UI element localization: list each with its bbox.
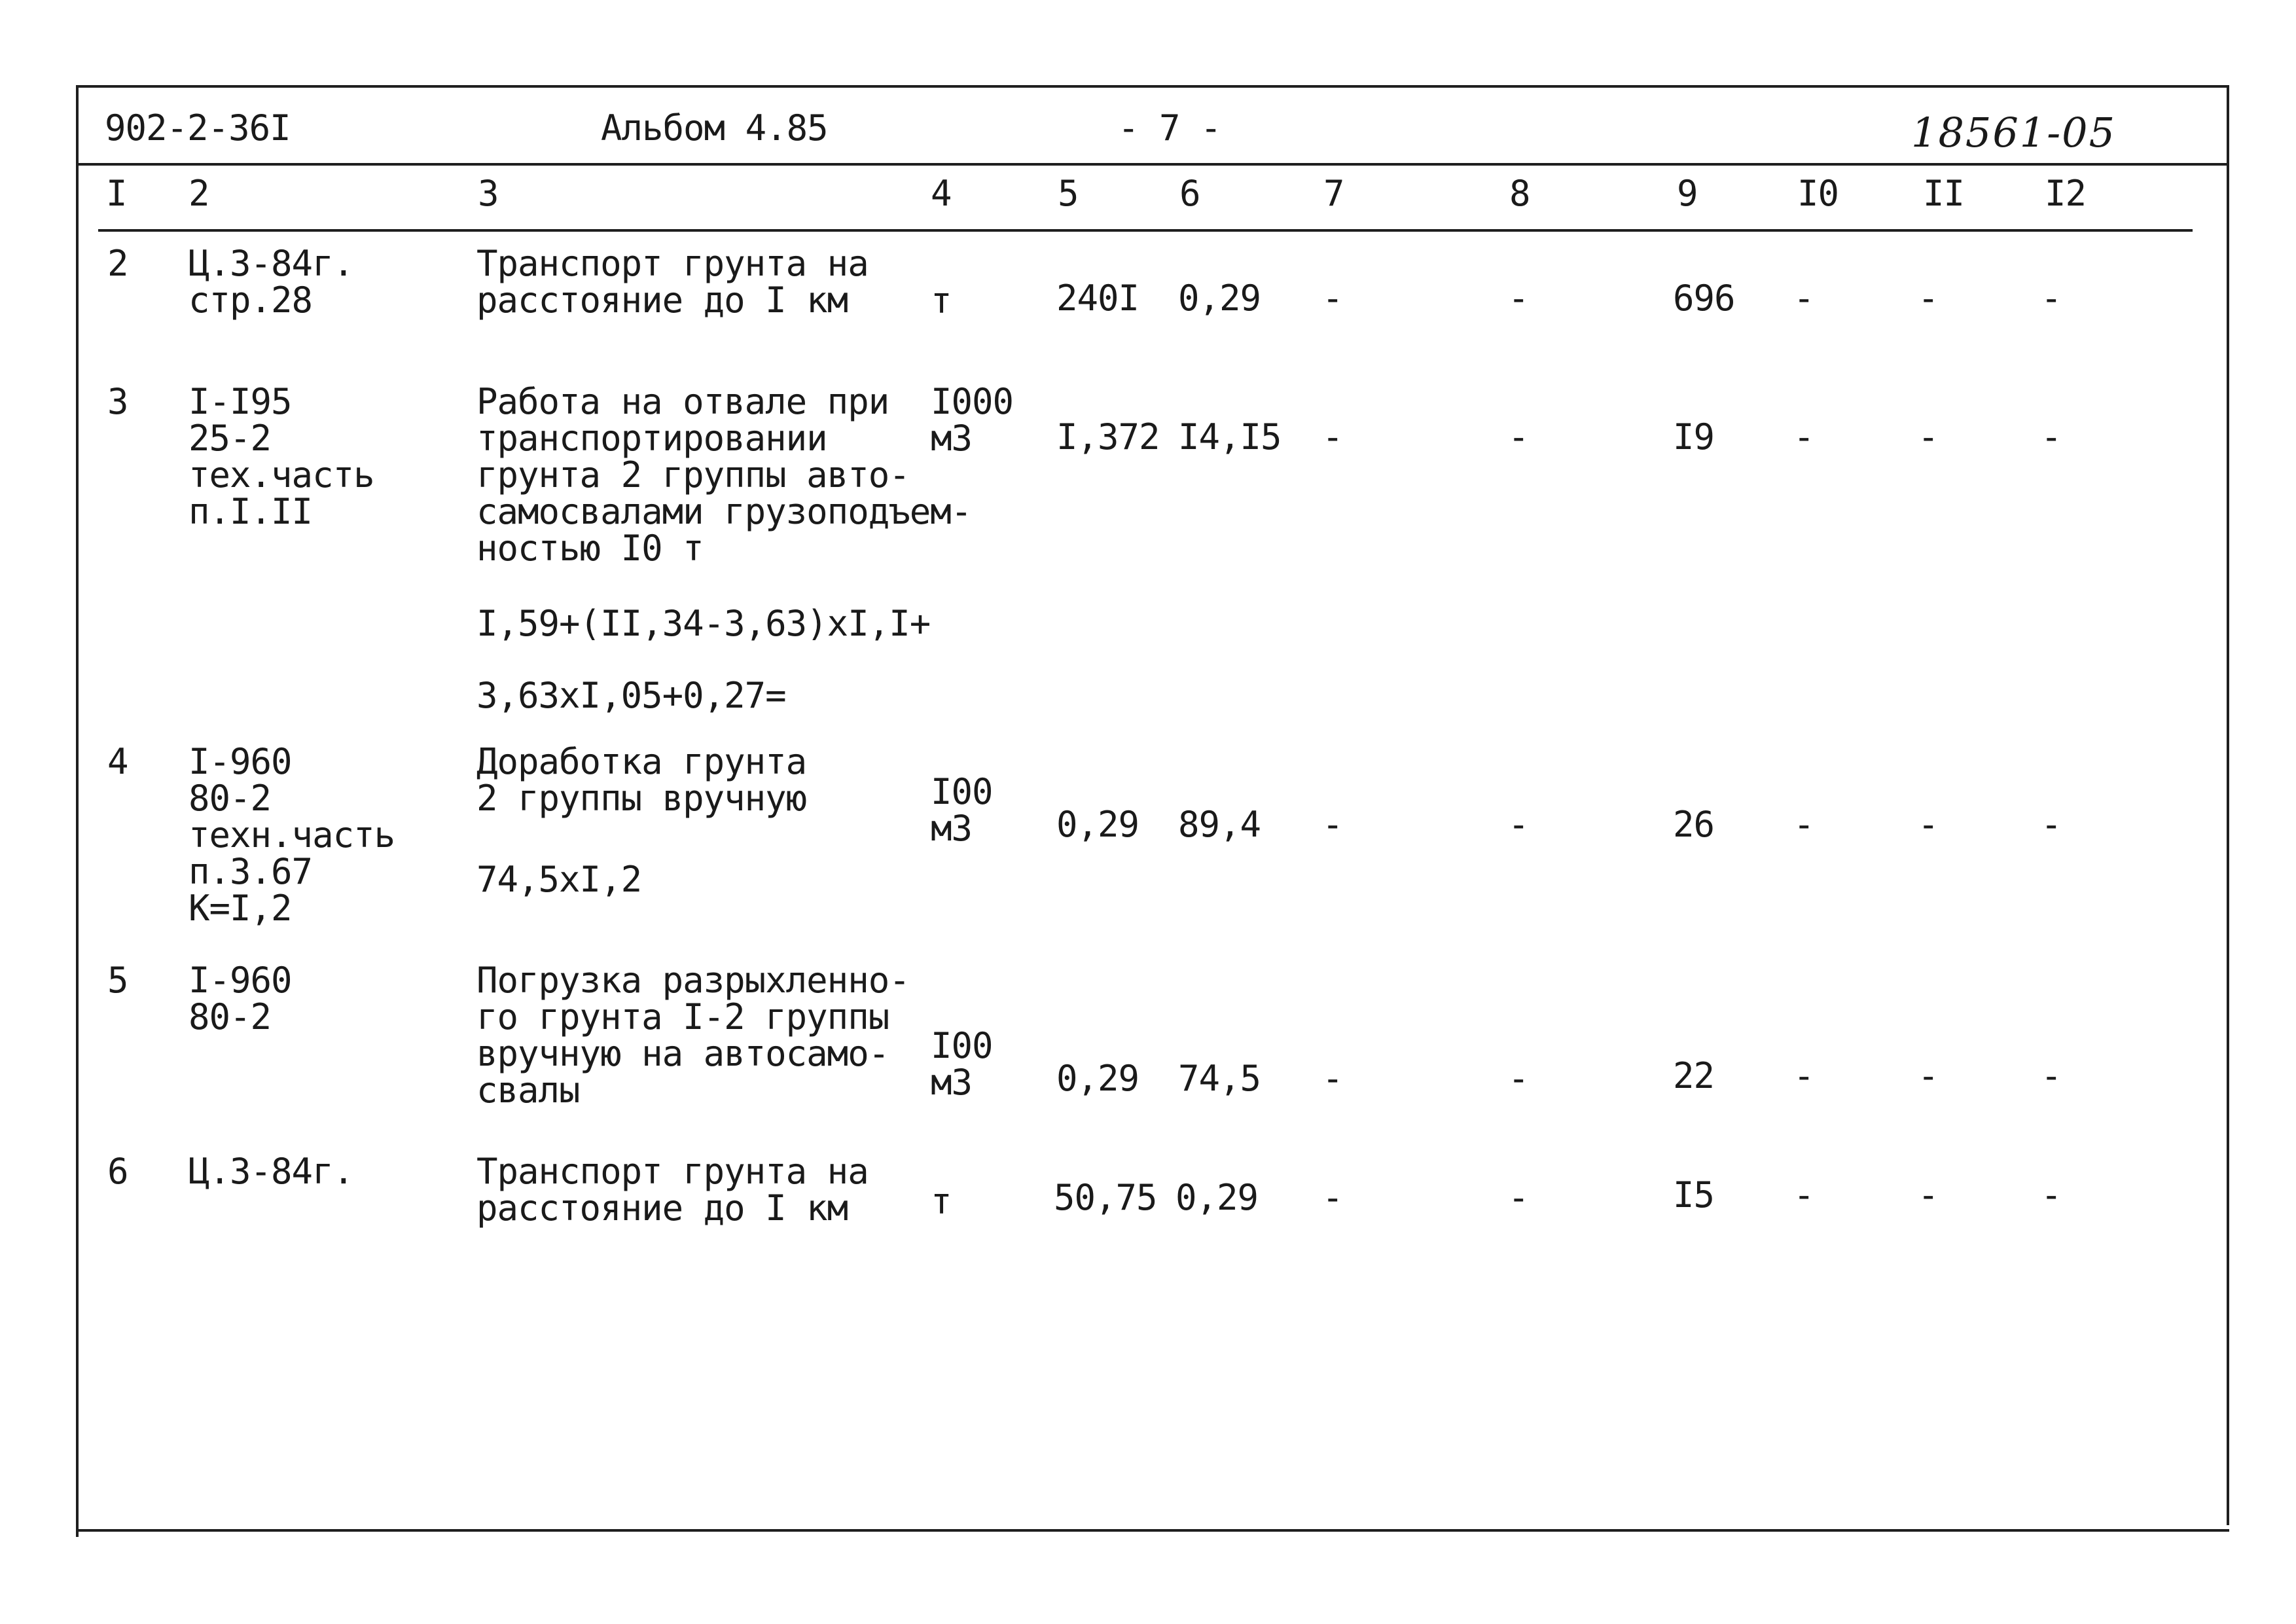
row-number: 5 <box>107 960 128 1001</box>
row-unit: т <box>931 280 952 321</box>
row-quantity: 50,75 <box>1054 1177 1157 1218</box>
row-col11: - <box>1918 1174 1939 1216</box>
frame-right-line <box>2227 85 2229 1525</box>
album-title: Альбом 4.85 <box>601 107 828 149</box>
row-quantity: 240I <box>1056 278 1139 319</box>
row-reference: I-960 80-2 техн.часть п.3.67 К=I,2 <box>188 741 395 929</box>
frame-column-divider <box>98 229 2193 232</box>
row-formula: I,59+(II,34-3,63)хI,I+ 3,63хI,05+0,27= <box>476 603 931 716</box>
row-col11: - <box>1918 1055 1939 1096</box>
row-unit: I00 м3 <box>931 771 993 849</box>
row-reference: Ц.3-84г. <box>188 1151 354 1192</box>
col-header-10: I0 <box>1797 173 1839 214</box>
row-col9: 696 <box>1673 278 1735 319</box>
row-col12: - <box>2041 416 2062 458</box>
row-col10: - <box>1793 1174 1814 1216</box>
col-header-7: 7 <box>1323 173 1344 214</box>
row-col10: - <box>1793 416 1814 458</box>
col-header-2: 2 <box>188 173 209 214</box>
row-price: I4,I5 <box>1178 416 1282 458</box>
row-col7: - <box>1322 1177 1343 1218</box>
handwritten-number: 18561-05 <box>1911 109 2117 156</box>
row-col9: I5 <box>1673 1174 1715 1216</box>
row-col8: - <box>1508 804 1529 845</box>
frame-bottom-line <box>76 1529 2229 1532</box>
row-description: Погрузка разрыхленно- го грунта I-2 группы вручную на автосамо- свалы <box>476 960 910 1111</box>
col-header-6: 6 <box>1179 173 1200 214</box>
row-reference: Ц.3-84г. стр.28 <box>188 243 354 321</box>
row-number: 2 <box>107 243 128 284</box>
row-formula: 74,5хI,2 <box>476 859 642 900</box>
row-col7: - <box>1322 416 1343 458</box>
row-col7: - <box>1322 1058 1343 1099</box>
row-price: 74,5 <box>1178 1058 1261 1099</box>
document-code: 902-2-36I <box>105 107 291 149</box>
row-reference: I-I95 25-2 тех.часть п.I.II <box>188 381 374 532</box>
row-unit: I00 м3 <box>931 1025 993 1103</box>
col-header-12: I2 <box>2045 173 2087 214</box>
row-col10: - <box>1793 278 1814 319</box>
row-col9: 22 <box>1673 1055 1715 1096</box>
row-col8: - <box>1508 278 1529 319</box>
row-price: 0,29 <box>1175 1177 1259 1218</box>
frame-left-line <box>76 85 79 1537</box>
row-col10: - <box>1793 804 1814 845</box>
row-col11: - <box>1918 278 1939 319</box>
row-description: Работа на отвале при транспортировании грунта 2 группы авто- самосвалами грузоподъем- ностью I0 т <box>476 381 972 569</box>
frame-header-divider <box>77 163 2229 166</box>
row-col9: 26 <box>1673 804 1715 845</box>
col-header-1: I <box>106 173 127 214</box>
col-header-4: 4 <box>931 173 952 214</box>
row-unit: т <box>931 1181 952 1222</box>
row-col12: - <box>2041 1055 2062 1096</box>
col-header-8: 8 <box>1509 173 1530 214</box>
row-col11: - <box>1918 804 1939 845</box>
row-unit: I000 м3 <box>931 381 1014 459</box>
row-col7: - <box>1322 278 1343 319</box>
row-number: 6 <box>107 1151 128 1192</box>
row-reference: I-960 80-2 <box>188 960 292 1038</box>
row-price: 0,29 <box>1178 278 1261 319</box>
row-number: 4 <box>107 741 128 782</box>
row-col8: - <box>1508 416 1529 458</box>
row-col12: - <box>2041 1174 2062 1216</box>
row-col12: - <box>2041 804 2062 845</box>
row-description: Транспорт грунта на расстояние до I км <box>476 243 869 321</box>
page-number: - 7 - <box>1118 107 1221 149</box>
frame-top-line <box>77 85 2229 88</box>
col-header-9: 9 <box>1677 173 1698 214</box>
row-col7: - <box>1322 804 1343 845</box>
col-header-11: II <box>1923 173 1965 214</box>
row-col11: - <box>1918 416 1939 458</box>
row-description: Транспорт грунта на расстояние до I км <box>476 1151 869 1229</box>
row-quantity: I,372 <box>1056 416 1160 458</box>
col-header-5: 5 <box>1058 173 1079 214</box>
row-price: 89,4 <box>1178 804 1261 845</box>
row-description: Доработка грунта 2 группы вручную <box>476 741 807 819</box>
row-number: 3 <box>107 381 128 422</box>
row-col9: I9 <box>1673 416 1715 458</box>
col-header-3: 3 <box>478 173 499 214</box>
row-col12: - <box>2041 278 2062 319</box>
row-col10: - <box>1793 1055 1814 1096</box>
row-quantity: 0,29 <box>1056 1058 1139 1099</box>
row-col8: - <box>1508 1177 1529 1218</box>
row-col8: - <box>1508 1058 1529 1099</box>
row-quantity: 0,29 <box>1056 804 1139 845</box>
